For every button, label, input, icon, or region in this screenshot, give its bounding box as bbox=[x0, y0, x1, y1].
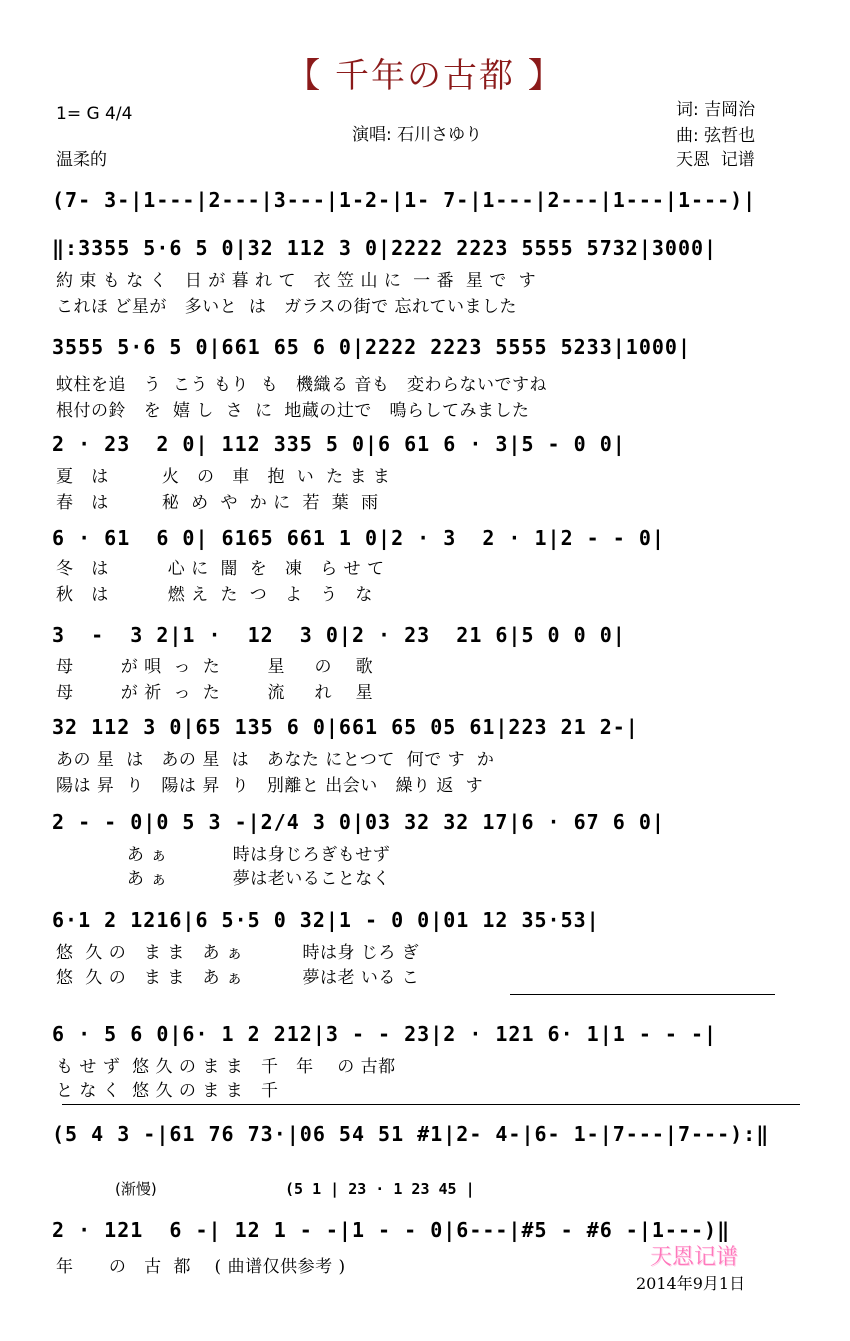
transcriber-stamp: 天恩记谱 bbox=[650, 1245, 739, 1270]
lyric-line: あ ぁ 夢は老いることなく bbox=[56, 869, 391, 889]
song-title: 【 千年の古都 】 bbox=[286, 56, 564, 96]
lyric-line: これほ ど星が 多いと は ガラスの街で 忘れていました bbox=[56, 297, 518, 317]
lyricist: 词: 吉岡治 bbox=[676, 100, 756, 120]
lyric-line: 夏 は 火 の 車 抱 い た ま ま bbox=[56, 467, 391, 487]
lyric-line: 悠 久 の ま ま あ ぁ 夢は老 いる こ bbox=[56, 968, 420, 988]
lyric-line: 蚊柱を追 う こう もり も 機織る 音も 変わらないですね bbox=[56, 375, 548, 395]
lyric-line: と な く 悠 久 の ま ま 千 bbox=[56, 1081, 279, 1101]
score-row: 32 112 3 0|65 135 6 0|661 65 05 61|223 21 2-| bbox=[52, 715, 639, 739]
lyric-line: 根付の鈴 を 嬉 し さ に 地蔵の辻で 鳴らしてみました bbox=[56, 401, 530, 421]
key-signature: 1= G 4/4 bbox=[56, 104, 133, 124]
composer: 曲: 弦哲也 bbox=[676, 126, 756, 146]
score-row: (5 4 3 -|61 76 73·|06 54 51 #1|2- 4-|6- 1-|7---|7---):‖ bbox=[52, 1122, 770, 1146]
lyric-line: 約 束 も な く 日 が 暮 れ て 衣 笠 山 に 一 番 星 で す bbox=[56, 271, 537, 291]
transcriber: 天恩 记谱 bbox=[676, 150, 755, 170]
lyric-line: 冬 は 心 に 闇 を 凍 ら せ て bbox=[56, 559, 385, 579]
coda-accompaniment: (5 1 | 23 · 1 23 45 | bbox=[285, 1180, 475, 1198]
score-row: 3 - 3 2|1 · 12 3 0|2 · 23 21 6|5 0 0 0| bbox=[52, 623, 626, 647]
score-row: 6 · 5 6 0|6· 1 2 212|3 - - 23|2 · 121 6· 1|1 - - -| bbox=[52, 1022, 718, 1046]
score-row: 2 - - 0|0 5 3 -|2/4 3 0|03 32 32 17|6 · 67 6 0| bbox=[52, 810, 665, 834]
lyric-line: 母 が 唄 っ た 星 の 歌 bbox=[56, 657, 374, 677]
score-row: (7- 3-|1---|2---|3---|1-2-|1- 7-|1---|2---|1---|1---)| bbox=[52, 188, 757, 212]
score-row: 6·1 2 1216|6 5·5 0 32|1 - 0 0|01 12 35·53| bbox=[52, 908, 600, 932]
score-row: ‖:3355 5·6 5 0|32 112 3 0|2222 2223 5555 5732|3000| bbox=[52, 236, 718, 260]
lyric-line: も せ ず 悠 久 の ま ま 千 年 の 古都 bbox=[56, 1057, 396, 1077]
lyric-line: 年 の 古 都 ( 曲谱仅供参考 ) bbox=[56, 1257, 346, 1277]
singer: 演唱: 石川さゆり bbox=[352, 125, 483, 145]
lyric-line: あ ぁ 時は身じろぎもせず bbox=[56, 845, 391, 865]
volta-bracket bbox=[510, 994, 775, 995]
lyric-line: 陽は 昇 り 陽は 昇 り 別離と 出会い 繰り 返 す bbox=[56, 776, 484, 796]
lyric-line: 春 は 秘 め や か に 若 葉 雨 bbox=[56, 493, 379, 513]
score-row: 3555 5·6 5 0|661 65 6 0|2222 2223 5555 5233|1000| bbox=[52, 335, 692, 359]
score-row: 6 · 61 6 0| 6165 661 1 0|2 · 3 2 · 1|2 - - 0| bbox=[52, 526, 665, 550]
date-label: 2014年9月1日 bbox=[636, 1274, 746, 1293]
tempo-marking: 温柔的 bbox=[56, 150, 107, 170]
section-divider bbox=[62, 1104, 800, 1105]
lyric-line: 悠 久 の ま ま あ ぁ 時は身 じろ ぎ bbox=[56, 943, 420, 963]
score-row: 2 · 121 6 -| 12 1 - -|1 - - 0|6---|#5 - #6 -|1---)‖ bbox=[52, 1218, 731, 1242]
lyric-line: 秋 は 燃 え た つ よ う な bbox=[56, 585, 373, 605]
score-row: 2 · 23 2 0| 112 335 5 0|6 61 6 · 3|5 - 0 0| bbox=[52, 432, 626, 456]
lyric-line: あの 星 は あの 星 は あなた にとつて 何で す か bbox=[56, 750, 495, 770]
lyric-line: 母 が 祈 っ た 流 れ 星 bbox=[56, 683, 374, 703]
ritardando-marking: (渐慢) bbox=[115, 1180, 157, 1198]
